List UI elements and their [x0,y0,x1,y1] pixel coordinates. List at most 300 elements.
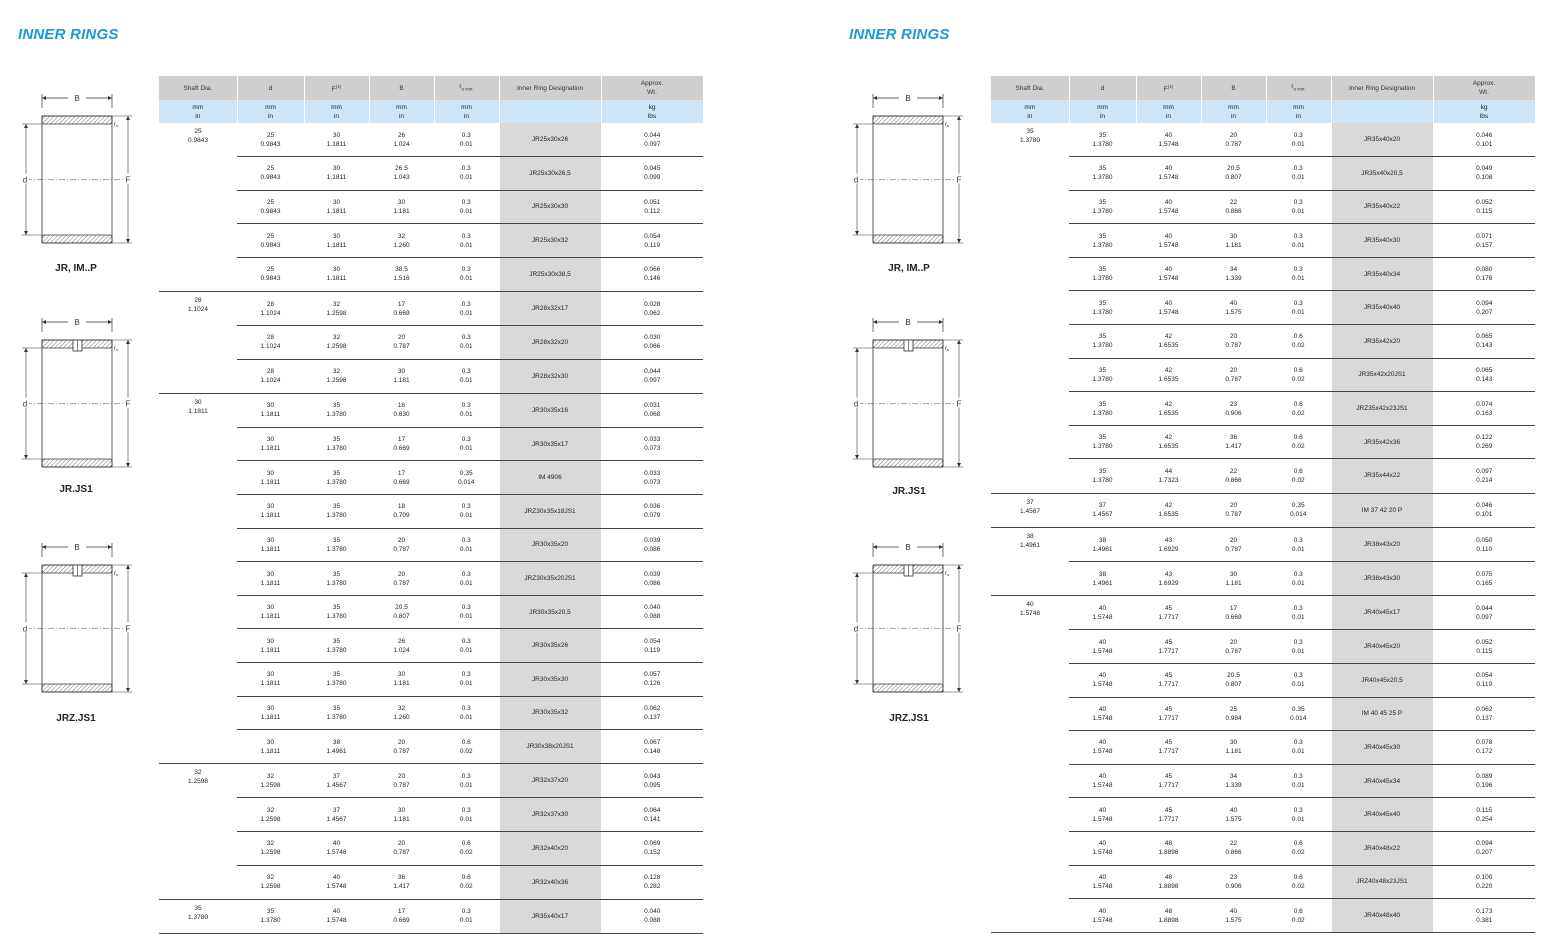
value-in: 0.9843 [260,140,281,148]
value-kg: 0.057 [644,671,661,679]
designation-cell [499,461,601,495]
value-mm: 26 [397,131,406,139]
d-cell [237,899,304,934]
value-in: 1.3780 [1092,275,1113,283]
unit-in: in [267,112,274,120]
value-in: 1.5748 [1020,610,1040,618]
drawing-part [939,320,943,324]
designation: JRZ40x48x23JS1 [1356,878,1408,886]
value-mm: 35 [332,637,341,645]
value-in: 0.02 [1291,849,1305,857]
value-in: 0.01 [1291,174,1305,182]
d-cell [1069,831,1136,865]
value-kg: 0.039 [644,536,661,544]
d-cell [1069,731,1136,765]
value-mm: 20 [1229,638,1238,646]
value-in: 0.709 [393,512,410,520]
value-mm: 30 [266,436,275,444]
value-mm: 25 [266,232,275,240]
value-mm: 40 [1098,773,1107,781]
value-kg: 0.030 [644,334,661,342]
value-kg: 0.078 [1476,739,1493,747]
value-mm: 44 [1164,467,1173,475]
value-lbs: 0.152 [644,849,661,857]
d-cell [1069,123,1136,157]
value-mm: 0.3 [1293,604,1303,612]
b-cell [369,291,434,325]
rs-cell [434,696,499,730]
value-mm: 0.3 [1293,131,1303,139]
value-kg: 0.062 [644,704,661,712]
value-mm: 17 [397,300,406,308]
value-mm: 0.6 [1293,400,1303,408]
value-mm: 43 [1164,536,1173,544]
value-in: 0.669 [393,917,410,925]
value-mm: 0.3 [461,334,471,342]
diagram-jr-js1 [14,312,134,477]
drawing-part [42,545,46,549]
value-mm: 48 [1164,840,1173,848]
value-in: 0.01 [459,613,473,621]
value-in: 0.984 [1225,714,1242,722]
inner-rings-table [159,76,704,934]
designation-cell [499,528,601,562]
value-in: 1.1811 [326,207,347,215]
value-in: 1.516 [393,275,410,283]
value-mm: 0.3 [1293,739,1303,747]
value-mm: 0.3 [461,536,471,544]
shaft-dia-cell [159,224,237,258]
value-mm: 37 [1098,502,1107,510]
value-in: 1.3780 [1092,375,1113,383]
value-kg: 0.054 [1476,672,1493,680]
value-mm: 32 [397,704,406,712]
value-mm: 25 [1229,705,1238,713]
weight-cell [601,123,703,157]
diagram-jr [14,88,134,253]
drawing-part: B [905,543,911,552]
header-label: d [1100,84,1105,92]
value-mm: 40 [1229,806,1238,814]
b-cell [1201,865,1266,899]
table-row [159,427,703,461]
drawing-part [24,124,28,128]
unit-in: in [463,112,470,120]
f-cell [1136,831,1201,865]
value-mm: 20 [1229,131,1238,139]
value-lbs: 0.254 [1476,815,1493,823]
value-in: 0.906 [1225,882,1242,890]
drawing-part: B [74,318,80,327]
value-in: 1.5748 [1092,613,1113,621]
value-kg: 0.040 [644,604,661,612]
weight-cell [1433,325,1535,359]
value-in: 1.2598 [188,778,208,786]
b-cell [369,798,434,832]
value-lbs: 0.381 [1476,916,1493,924]
value-in: 1.2598 [326,309,347,317]
value-mm: 30 [266,402,275,410]
value-mm: 0.3 [461,637,471,645]
designation-cell [1331,596,1433,630]
value-in: 1.575 [1225,308,1242,316]
value-mm: 38 [1026,533,1034,541]
designation: JR30x35x17 [531,440,569,448]
value-mm: 32 [332,300,341,308]
table-row [991,798,1535,832]
header-label: F [1163,86,1168,94]
drawing-part: s [947,347,949,352]
value-in: 0.669 [393,309,410,317]
value-mm: 0.3 [461,772,471,780]
value-in: 0.01 [459,377,473,385]
value-in: 1.3780 [326,411,347,419]
value-lbs: 0.086 [644,579,661,587]
shaft-dia-cell [159,291,237,325]
table-row [159,798,703,832]
d-cell [1069,764,1136,798]
rs-cell [434,190,499,224]
b-cell [369,629,434,663]
table-row [159,865,703,899]
value-mm: 25 [266,165,275,173]
value-mm: 48 [1164,907,1173,915]
value-in: 1.575 [1225,916,1242,924]
value-lbs: 0.282 [644,883,661,891]
value-mm: 0.3 [1293,806,1303,814]
f-cell [304,291,369,325]
b-cell [369,427,434,461]
rs-cell [434,359,499,393]
shaft-dia-cell [991,831,1069,865]
b-cell [1201,899,1266,933]
value-mm: 0.3 [1293,165,1303,173]
value-mm: 35 [1098,232,1107,240]
designation: JR30x35x26 [531,642,569,650]
rs-cell [1266,459,1331,493]
value-lbs: 0.148 [644,747,661,755]
value-in: 0.01 [459,445,473,453]
unit-lbs: lbs [647,112,657,120]
d-cell [237,427,304,461]
weight-cell [1433,257,1535,291]
value-in: 1.3780 [188,913,208,921]
designation-cell [1331,358,1433,392]
value-mm: 45 [1164,672,1173,680]
value-kg: 0.074 [1476,400,1493,408]
ring-drawing [14,88,134,253]
table-row [159,730,703,764]
value-in: 1.5748 [1158,308,1179,316]
value-lbs: 0.119 [644,646,661,654]
value-mm: 45 [1164,773,1173,781]
f-cell [1136,392,1201,426]
value-lbs: 0.196 [1476,782,1493,790]
value-lbs: 0.088 [644,917,661,925]
table-row [991,528,1535,562]
header-label: r [459,83,462,91]
value-lbs: 0.101 [1476,140,1493,148]
value-in: 1.024 [393,140,410,148]
d-cell [237,595,304,629]
value-in: 0.02 [1291,443,1305,451]
value-in: 1.3780 [1092,207,1113,215]
value-in: 0.02 [459,849,473,857]
value-in: 1.4567 [326,781,347,789]
value-in: 1.3780 [326,445,347,453]
unit-in: in [1165,112,1172,120]
weight-cell [1433,731,1535,765]
value-in: 0.9843 [188,137,208,144]
b-cell [1201,630,1266,664]
value-in: 1.417 [393,883,410,891]
designation: JR30x35x20 [531,541,569,549]
value-in: 0.01 [1291,613,1305,621]
weight-cell [601,326,703,360]
value-in: 0.01 [459,343,473,351]
d-cell [1069,697,1136,731]
value-mm: 30 [266,536,275,544]
drawing-part [957,116,961,120]
value-in: 1.6535 [1158,342,1179,350]
value-mm: 0.3 [1293,198,1303,206]
value-in: 1.339 [1225,782,1242,790]
drawing-part: s [116,347,118,352]
b-cell [1201,425,1266,459]
designation: JR38x43x20 [1363,541,1401,549]
value-mm: 30 [332,232,341,240]
value-mm: 0.35 [1291,705,1305,713]
d-cell [237,224,304,258]
drawing-part [873,459,943,467]
value-kg: 0.040 [644,908,661,916]
drawing-part: s [947,572,949,577]
value-mm: 32 [266,874,275,882]
value-mm: 30 [266,570,275,578]
value-kg: 0.028 [644,300,661,308]
value-mm: 17 [1229,604,1238,612]
rs-cell [434,595,499,629]
table-row [991,325,1535,359]
f-cell [304,562,369,596]
value-in: 1.5748 [326,917,347,925]
value-in: 1.4567 [1092,511,1113,519]
value-in: 1.5748 [1092,681,1113,689]
header-f [304,76,369,100]
diagram-label-jrz-js1: JRZ.JS1 [889,713,929,724]
header-designation [1331,76,1433,100]
value-in: 0.01 [459,815,473,823]
left-page [0,0,773,925]
value-in: 0.9843 [260,174,281,182]
value-in: 0.02 [1291,882,1305,890]
b-cell [1201,831,1266,865]
value-in: 0.01 [459,275,473,283]
table-row [159,257,703,291]
value-lbs: 0.143 [1476,375,1493,383]
value-lbs: 0.097 [1476,613,1493,621]
value-mm: 36 [397,874,406,882]
ring-drawing [845,88,965,253]
f-cell [1136,731,1201,765]
diagram-label-jr-js1: JR.JS1 [892,486,926,497]
value-mm: 20 [397,570,406,578]
b-cell [369,123,434,157]
d-cell [237,461,304,495]
table-row [991,157,1535,191]
value-lbs: 0.068 [644,411,661,419]
value-mm: 0.6 [461,840,471,848]
f-cell [304,798,369,832]
value-kg: 0.044 [1476,604,1493,612]
f-cell [304,663,369,697]
drawing-part [855,231,859,235]
b-cell [369,393,434,427]
weight-cell [601,730,703,764]
value-mm: 0.3 [1293,672,1303,680]
d-cell [1069,190,1136,224]
header-sub: s min. [461,86,474,92]
d-cell [237,798,304,832]
value-mm: 34 [1229,773,1238,781]
value-lbs: 0.115 [1476,647,1493,655]
value-in: 1.5748 [1092,916,1113,924]
header-label: Inner Ring Designation [516,84,584,92]
value-in: 0.787 [393,545,410,553]
value-mm: 40 [1229,299,1238,307]
header-label: B [399,84,404,92]
value-in: 0.01 [459,140,473,148]
value-mm: 40 [1098,907,1107,915]
value-mm: 20 [1229,502,1238,510]
value-mm: 22 [1229,467,1238,475]
value-in: 1.1811 [326,275,347,283]
designation-cell [499,257,601,291]
value-mm: 40 [1098,873,1107,881]
designation-cell [499,123,601,157]
drawing-part: rs [114,571,118,577]
value-in: 1.3780 [1092,342,1113,350]
weight-cell [601,359,703,393]
weight-cell [601,427,703,461]
ring-drawing [845,537,965,702]
f-cell [304,326,369,360]
value-lbs: 0.143 [1476,342,1493,350]
table-row [159,326,703,360]
b-cell [1201,528,1266,562]
value-in: 0.01 [1291,647,1305,655]
drawing-part: F [956,175,962,185]
b-cell [369,190,434,224]
value-mm: 40 [1098,806,1107,814]
value-mm: 0.35 [1291,502,1305,510]
value-mm: 40 [1164,131,1173,139]
rs-cell [1266,123,1331,157]
f-cell [304,831,369,865]
designation-cell [1331,764,1433,798]
value-in: 1.2598 [260,849,281,857]
drawing-part [957,688,961,692]
value-kg: 0.039 [644,570,661,578]
shaft-dia-cell [991,764,1069,798]
b-cell [369,257,434,291]
table-row [159,157,703,191]
table-row [991,425,1535,459]
weight-cell [601,865,703,899]
unit-mm: mm [1024,103,1036,111]
d-cell [237,696,304,730]
rs-cell [434,495,499,529]
value-kg: 0.065 [1476,333,1493,341]
b-cell [369,562,434,596]
table-row [159,696,703,730]
value-lbs: 0.137 [644,713,661,721]
designation: JR40x48x22 [1363,844,1401,852]
rs-cell [1266,664,1331,698]
table-row [159,528,703,562]
value-mm: 35 [1098,266,1107,274]
d-cell [237,393,304,427]
value-in: 0.014 [1290,714,1307,722]
value-mm: 42 [1164,366,1173,374]
header-label: Approx. [640,80,664,87]
value-in: 1.3780 [326,646,347,654]
value-mm: 40 [1164,165,1173,173]
designation-cell [1331,123,1433,157]
weight-cell [1433,596,1535,630]
value-mm: 0.6 [1293,467,1303,475]
d-cell [1069,392,1136,426]
value-mm: 40 [1098,604,1107,612]
value-in: 1.1811 [326,140,347,148]
header-rs-min [434,76,499,100]
f-cell [1136,493,1201,528]
drawing-part [873,320,877,324]
unit-mm: mm [192,103,204,111]
header-shaft-dia [159,76,237,100]
value-in: 1.3780 [1020,137,1040,144]
f-cell [1136,865,1201,899]
designation: JR35x44x22 [1363,472,1401,480]
value-in: 1.6535 [1158,375,1179,383]
designation-cell [499,291,601,325]
rs-cell [434,629,499,663]
value-mm: 30 [266,704,275,712]
value-kg: 0.044 [644,368,661,376]
value-in: 0.630 [393,411,410,419]
value-in: 0.01 [459,579,473,587]
designation: JR40x45x34 [1363,777,1401,785]
unit-cell [1433,100,1535,123]
drawing-part [126,340,130,344]
value-in: 1.5748 [1092,815,1113,823]
shaft-dia-cell [991,392,1069,426]
drawing-part: s [116,123,118,128]
weight-cell [1433,459,1535,493]
weight-cell [601,461,703,495]
value-mm: 35 [332,704,341,712]
designation: JR32x37x20 [531,777,569,785]
weight-cell [1433,630,1535,664]
value-mm: 0.3 [461,704,471,712]
rs-cell [434,730,499,764]
value-in: 0.01 [459,309,473,317]
value-mm: 28 [194,296,202,304]
value-mm: 30 [397,671,406,679]
weight-cell [601,595,703,629]
drawing-part [957,463,961,467]
value-mm: 35 [266,908,275,916]
